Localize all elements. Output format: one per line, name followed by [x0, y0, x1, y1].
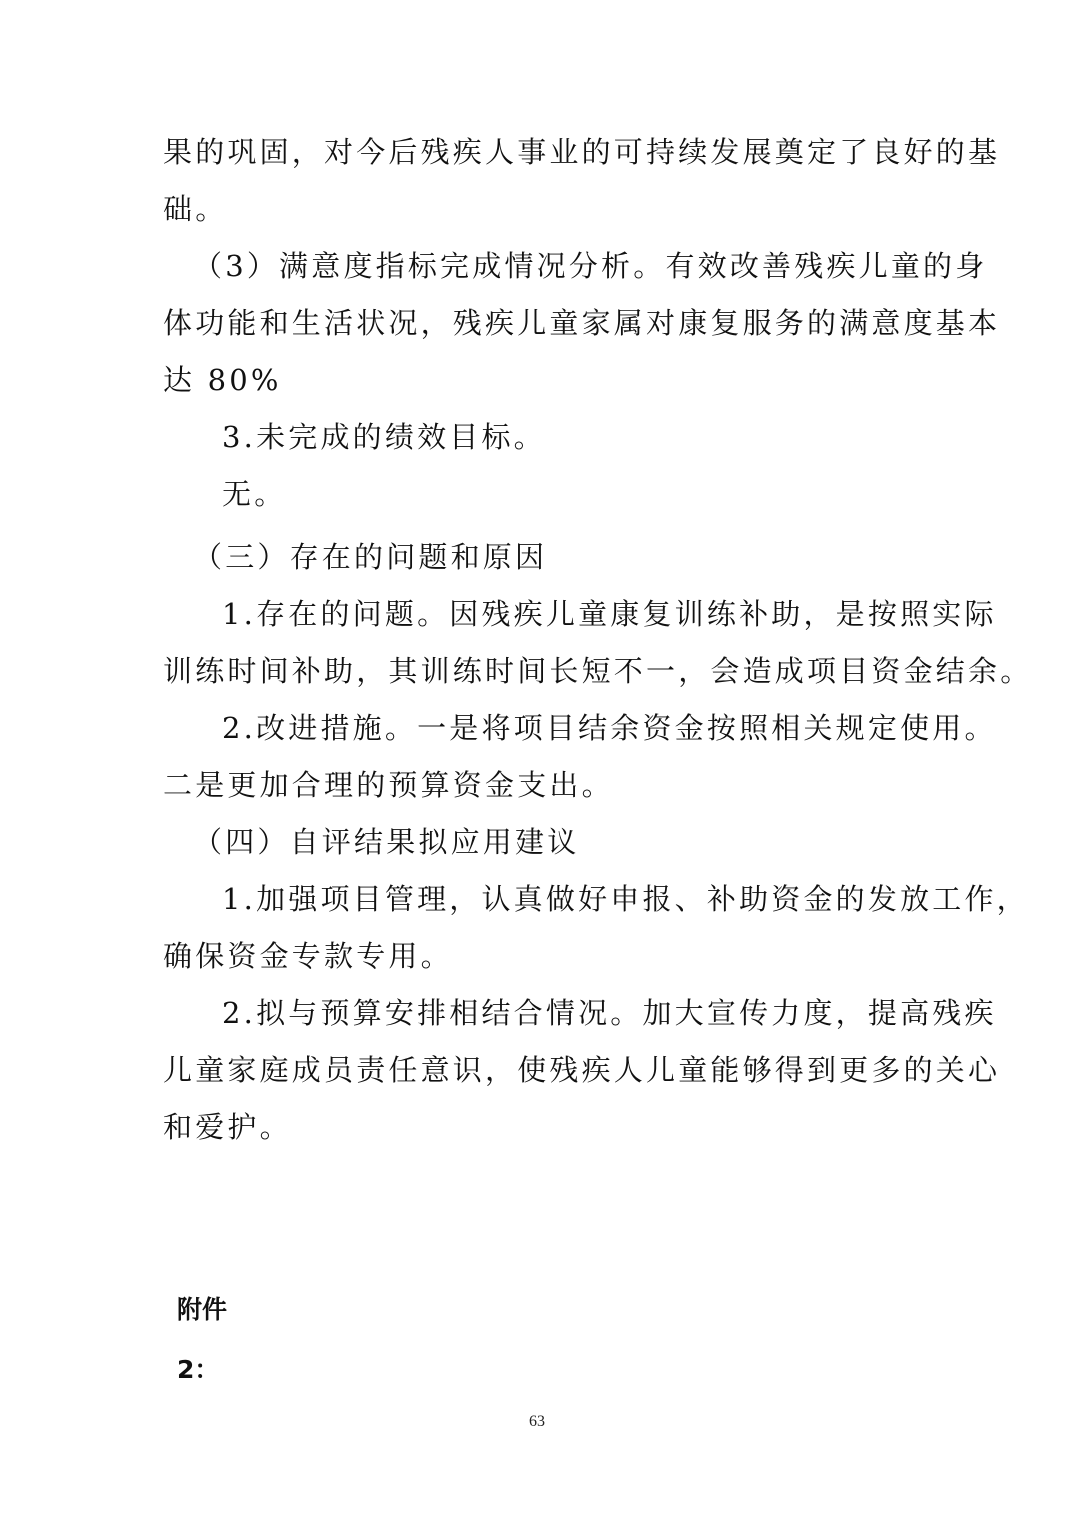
text-line: 和爱护。 [163, 1110, 292, 1144]
text-line: 二是更加合理的预算资金支出。 [163, 768, 614, 802]
text-line: 2.拟与预算安排相结合情况。加大宣传力度，提高残疾 [222, 996, 997, 1030]
text-line: 1.加强项目管理，认真做好申报、补助资金的发放工作， [222, 882, 1029, 916]
text-line: 础。 [163, 192, 228, 226]
text-line: 1.存在的问题。因残疾儿童康复训练补助，是按照实际 [222, 597, 997, 631]
text-line: 体功能和生活状况，残疾儿童家属对康复服务的满意度基本 [163, 306, 1001, 340]
section-heading: （三）存在的问题和原因 [193, 540, 548, 574]
text-line: 果的巩固，对今后残疾人事业的可持续发展奠定了良好的基 [163, 135, 1001, 169]
text-line: 3.未完成的绩效目标。 [222, 420, 546, 454]
text-line: 训练时间补助，其训练时间长短不一，会造成项目资金结余。 [163, 654, 1033, 688]
text-line: 儿童家庭成员责任意识，使残疾人儿童能够得到更多的关心 [163, 1053, 1001, 1087]
page-number: 63 [529, 1413, 545, 1430]
annex-number: 2： [177, 1355, 220, 1384]
text-line: （3）满意度指标完成情况分析。有效改善残疾儿童的身 [193, 249, 988, 283]
text-line: 2.改进措施。一是将项目结余资金按照相关规定使用。 [222, 711, 997, 745]
text-line: 确保资金专款专用。 [163, 939, 453, 973]
section-heading: （四）自评结果拟应用建议 [193, 825, 580, 859]
text-line: 达 80% [163, 363, 282, 397]
text-line: 无。 [222, 477, 287, 511]
annex-title: 附件 [177, 1295, 228, 1324]
